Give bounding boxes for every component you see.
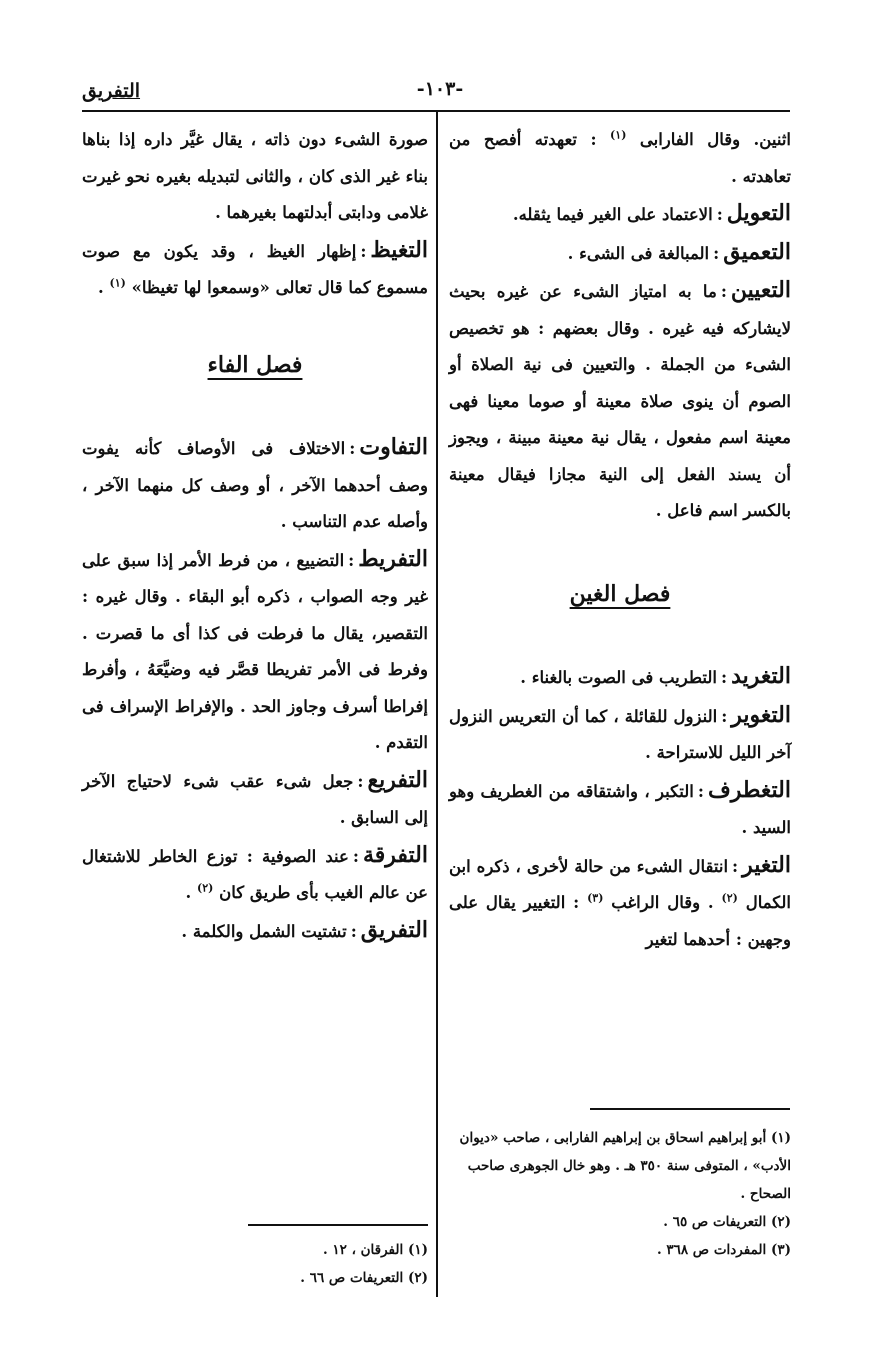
entry-term: التغطرف	[707, 776, 791, 803]
footnote-item: (١) أبو إبراهيم اسحاق بن إبراهيم الفارابى ، صاحب «ديوان الأدب» ، المتوفى سنة ٣٥٠ هـ . وهو خال الجوهرى صاحب الصحاح .	[459, 1130, 791, 1202]
entry-term: التفريط	[358, 545, 428, 572]
footnote-ref: (١)	[610, 128, 627, 142]
footnote-item: (٣) المفردات ص ٣٦٨ .	[656, 1242, 791, 1258]
entry-term: التعيين	[730, 277, 791, 303]
entry-term: التعميق	[723, 238, 791, 265]
entry-definition: انتقال الشىء من حالة لأخرى ، ذكره ابن الكمال	[449, 856, 792, 912]
entry-term: التفريع	[367, 766, 428, 793]
entry-colon: :	[720, 282, 727, 301]
entry-tafawut	[82, 429, 428, 541]
entry-colon: :	[348, 550, 355, 570]
page-number: -١٠٣-	[416, 78, 464, 100]
entry-definition: الاختلاف فى الأوصاف كأنه يفوت وصف أحدهما الآخر ، أو وصف كل منهما الآخر ، وأصله عدم التناسب .	[82, 439, 428, 531]
footnotes-right	[449, 1124, 791, 1264]
entry-taghweer	[449, 697, 791, 772]
entry-definition: . وقال الراغب	[611, 893, 714, 912]
entry-colon: :	[732, 856, 739, 876]
entry-taweel	[449, 195, 791, 234]
entry-term: التغريد	[731, 663, 791, 689]
entry-tafriqa	[82, 837, 428, 912]
continuation-text: : تعهدته أفصح من تعاهدته .	[449, 130, 791, 186]
entry-colon: :	[721, 706, 728, 726]
footnote-ref: (٢)	[197, 881, 214, 895]
entry-colon: :	[697, 781, 704, 801]
entry-tafreet	[82, 541, 428, 762]
continuation-text: صورة الشىء دون ذاته ، يقال غيَّر داره إذا بناها بناء غير الذى كان ، والثانى لتبديله بغيره نحو غيرت غلامى ودابتى أبدلتهما بغيرهما .	[82, 130, 428, 222]
entry-definition: التكبر ، واشتقاقه من الغطريف وهو السيد .	[449, 781, 791, 837]
entry-taghayyur	[449, 847, 791, 959]
entry-term: التفريق	[360, 916, 428, 943]
entry-definition: إظهار الغيظ ، وقد يكون مع صوت مسموع كما قال تعالى «وسمعوا لها تغيظا»	[82, 241, 428, 297]
footnote-item: (١) الفرقان ، ١٢ .	[322, 1242, 428, 1258]
entry-definition: : التغيير يقال على وجهين : أحدهما لتغير	[449, 893, 791, 949]
entry-term: التعويل	[726, 200, 791, 226]
running-title: التفريق	[82, 80, 141, 102]
entry-definition: جعل شىء عقب شىء لاحتياج الآخر إلى السابق .	[82, 771, 428, 827]
entry-definition: عند الصوفية : توزع الخاطر للاشتغال عن عالم الغيب بأى طريق كان	[82, 846, 428, 902]
entry-definition: المبالغة فى الشىء .	[567, 243, 710, 263]
entry-taghayyuz	[82, 232, 428, 307]
entry-term: التغيظ	[370, 236, 428, 263]
entry-colon: :	[350, 921, 357, 941]
entry-term: التغوير	[731, 701, 791, 728]
end-period: .	[97, 278, 104, 297]
entry-term: التفاوت	[359, 434, 428, 460]
footnote-item: (٢) التعريفات ص ٦٥ .	[663, 1214, 791, 1230]
entry-colon: :	[357, 771, 364, 791]
entry-taghreed	[449, 658, 791, 697]
entry-colon: :	[352, 846, 359, 866]
entry-taghatruf	[449, 772, 791, 847]
right-column	[449, 122, 791, 958]
footnote-ref: (٣)	[587, 891, 604, 905]
entry-definition: التطريب فى الصوت بالغناء .	[520, 668, 718, 687]
footnote-rule	[248, 1224, 428, 1226]
left-column	[82, 122, 428, 950]
entry-tayeen	[449, 272, 791, 530]
footnote-rule	[590, 1108, 790, 1110]
column-divider	[436, 112, 438, 1297]
continuation-paragraph	[82, 122, 428, 232]
entry-term: التفرقة	[362, 841, 428, 868]
footnote-ref: (٢)	[721, 891, 738, 905]
entry-colon: :	[716, 205, 723, 224]
footnote-ref: (١)	[109, 276, 126, 290]
entry-colon: :	[360, 241, 367, 261]
end-period: .	[185, 883, 192, 902]
entry-tafree	[82, 762, 428, 837]
section-title-fa: فصل الفاء	[207, 351, 303, 378]
entry-definition: تشتيت الشمل والكلمة .	[181, 921, 347, 941]
section-title-ghain: فصل الغين	[569, 580, 671, 607]
entry-colon: :	[349, 439, 356, 458]
entry-colon: :	[713, 243, 720, 263]
entry-definition: الاعتماد على الغير فيما يثقله.	[512, 205, 713, 224]
continuation-paragraph	[449, 122, 791, 195]
entry-colon: :	[721, 668, 728, 687]
entry-definition: التضييع ، من فرط الأمر إذا سبق على غير وجه الصواب ، ذكره أبو البقاء . وقال غيره : التقصير، يقال ما فرطت فى كذا أى ما قصرت . وفرط فى الأمر تفريطا قصَّر فيه وضيَّعَهُ ، وأفرط إفراطا أسرف وجاوز الحد . والإفراط الإسراف فى التقدم .	[82, 550, 428, 752]
entry-tameeq	[449, 234, 791, 273]
continuation-text: اثنين. وقال الفارابى	[639, 130, 791, 149]
entry-definition: ما به امتياز الشىء عن غيره بحيث لايشاركه فيه غيره . وقال بعضهم : هو تخصيص الشىء من الجملة . والتعيين فى نية الصلاة أو الصوم أن ينوى صلاة معينة أو صوما معينا فهى معينة اسم مفعول ، يقال نية معينة مبينة ، ويجوز أن يسند الفعل إلى النية مجازا فيقال معينة بالكسر اسم فاعل .	[449, 282, 791, 520]
entry-term: التغير	[742, 851, 791, 878]
footnote-item: (٢) التعريفات ص ٦٦ .	[300, 1270, 428, 1286]
entry-tafriq	[82, 912, 428, 951]
footnotes-left	[82, 1236, 428, 1292]
entry-definition: النزول للقائلة ، كما أن التعريس النزول آخر الليل للاستراحة .	[449, 706, 791, 762]
